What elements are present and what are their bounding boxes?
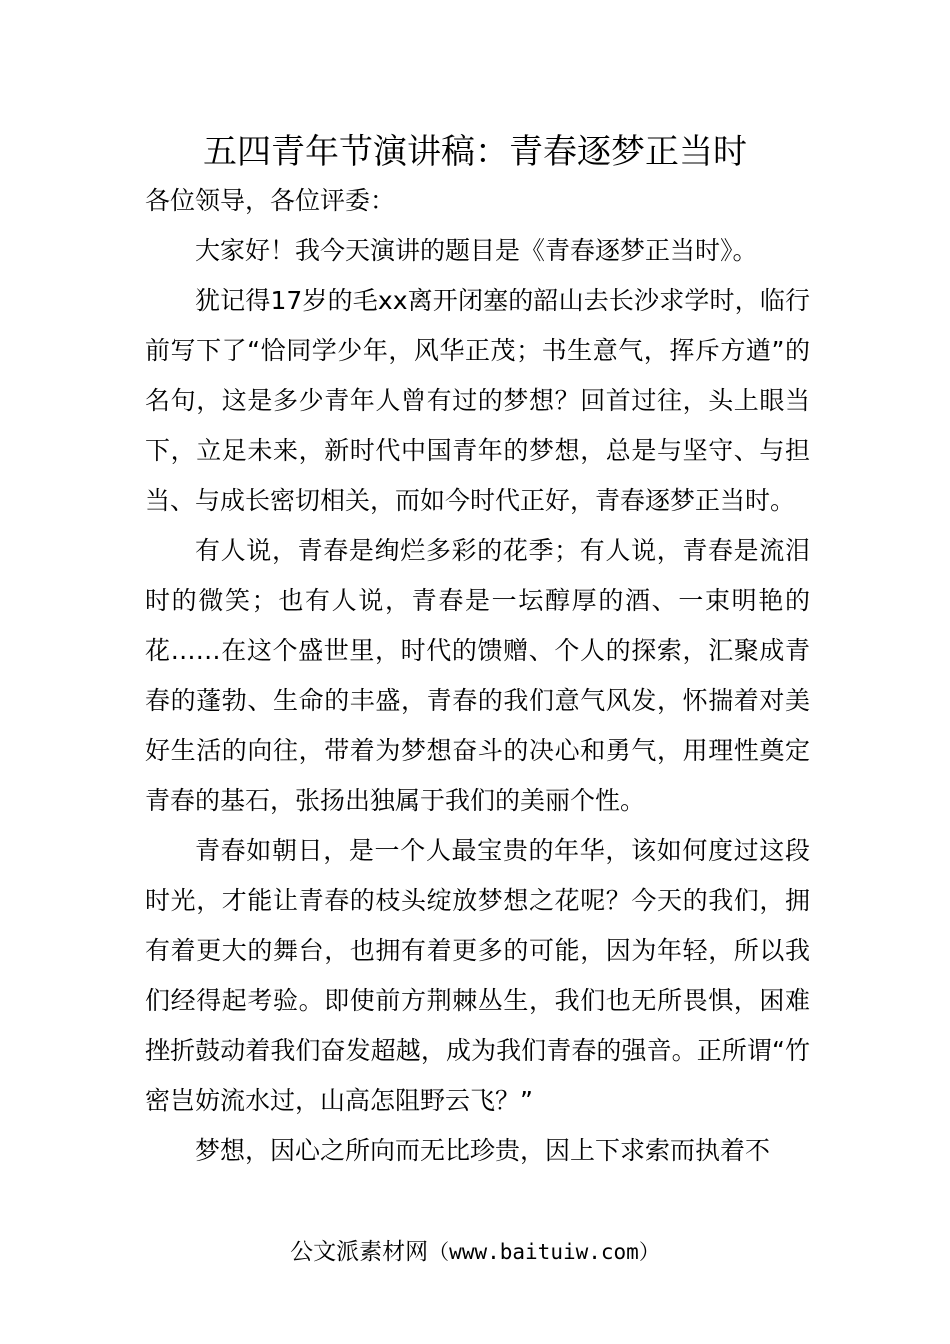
page-footer bbox=[0, 1232, 950, 1272]
paragraph-memory: 犹记得17岁的毛xx离开闭塞的韶山去长沙求学时，临行前写下了“恰同学少年，风华正茂；书生意气，挥斥方遒”的名句，这是多少青年人曾有过的梦想？回首过往，头上眼当下，立足未来，新时代中国青年的梦想，总是与坚守、与担当、与成长密切相关，而如今时代正好，青春逐梦正当时。 bbox=[145, 286, 810, 515]
footer-site-name: 公文派素材网 bbox=[290, 1239, 429, 1265]
footer-url: （www.baituiw.com） bbox=[428, 1240, 660, 1264]
paragraph-dream: 梦想，因心之所向而无比珍贵，因上下求索而执着不 bbox=[195, 1136, 771, 1165]
salutation: 各位领导，各位评委： bbox=[145, 186, 396, 215]
document-body bbox=[145, 176, 810, 1176]
document-title: 五四青年节演讲稿：青春逐梦正当时 bbox=[203, 132, 747, 172]
paragraph-youth-definitions: 有人说，青春是绚烂多彩的花季；有人说，青春是流泪时的微笑；也有人说，青春是一坛醇厚的酒、一束明艳的花……在这个盛世里，时代的馈赠、个人的探索，汇聚成青春的蓬勃、生命的丰盛，青春的我们意气风发，怀揣着对美好生活的向往，带着为梦想奋斗的决心和勇气，用理性奠定青春的基石，张扬出独属于我们的美丽个性。 bbox=[145, 536, 810, 815]
paragraph-morning-sun: 青春如朝日，是一个人最宝贵的年华，该如何度过这段时光，才能让青春的枝头绽放梦想之花呢？今天的我们，拥有着更大的舞台，也拥有着更多的可能，因为年轻，所以我们经得起考验。即使前方荆棘丛生，我们也无所畏惧，困难挫折鼓动着我们奋发超越，成为我们青春的强音。正所谓“竹密岂妨流水过，山高怎阻野云飞？” bbox=[145, 836, 810, 1115]
paragraph-greeting: 大家好！我今天演讲的题目是《青春逐梦正当时》。 bbox=[195, 236, 758, 265]
